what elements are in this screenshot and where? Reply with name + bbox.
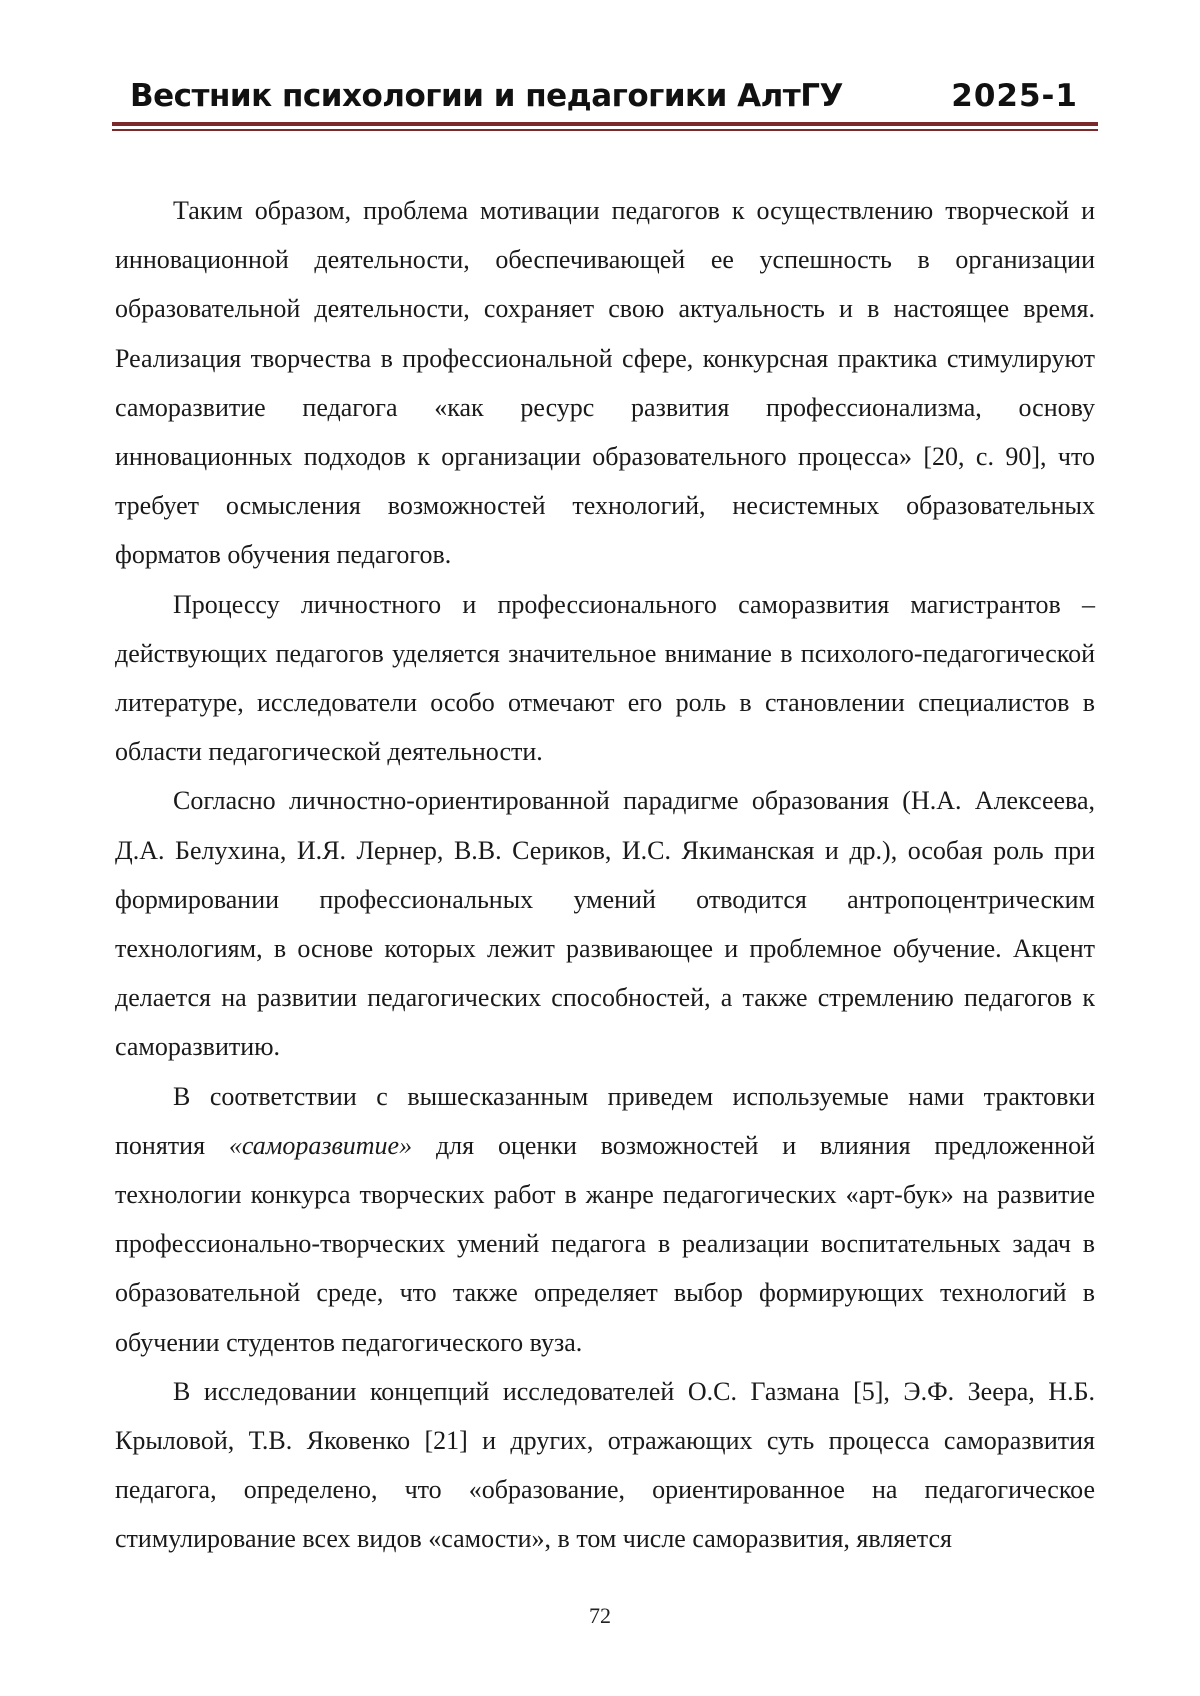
paragraph-4 xyxy=(115,1072,1095,1367)
paragraph-5: В исследовании концепций исследователей О.С. Газмана [5], Э.Ф. Зеера, Н.Б. Крыловой, Т.В. Яковенко [21] и других, отражающих суть процесса саморазвития педагога, определено, что «образование, ориентированное на педагогическое стимулирование всех видов «самости», в том числе саморазвития, является xyxy=(115,1376,1095,1554)
running-header xyxy=(112,72,1098,126)
term-self-development: «саморазвитие» xyxy=(228,1130,413,1160)
journal-title: Вестник психологии и педагогики АлтГУ xyxy=(130,78,843,114)
header-divider-thin xyxy=(112,129,1098,131)
paragraph-1: Таким образом, проблема мотивации педагогов к осуществлению творческой и инновационной деятельности, обеспечивающей ее успешность в организации образовательной деятельности, сохраняет свою актуальность и в настоящее время. Реализация творчества в профессиональной сфере, конкурсная практика стимулируют саморазвитие педагога «как ресурс развития профессионализма, основу инновационных подходов к организации образовательного процесса» [20, с. 90], что требует осмысления возможностей технологий, несистемных образовательных форматов обучения педагогов. xyxy=(115,196,1095,570)
paragraph-3: Согласно личностно-ориентированной парадигме образования (Н.А. Алексеева, Д.А. Белухина, И.Я. Лернер, В.В. Сериков, И.С. Якиманская и др.), особая роль при формировании профессиональных умений отводится антропоцентрическим технологиям, в основе которых лежит развивающее и проблемное обучение. Акцент делается на развитии педагогических способностей, а также стремлению педагогов к саморазвитию. xyxy=(115,786,1095,1062)
paragraph-4-text-before: В соответствии с вышесказанным приведем используемые нами трактовки понятия xyxy=(115,1081,1095,1160)
paragraph-2: Процессу личностного и профессионального саморазвития магистрантов – действующих педагогов уделяется значительное внимание в психолого-педагогической литературе, исследователи особо отмечают его роль в становлении специалистов в области педагогической деятельности. xyxy=(115,589,1095,767)
page-number: 72 xyxy=(589,1603,611,1628)
issue-number: 2025-1 xyxy=(951,78,1078,114)
article-body xyxy=(115,186,1095,1564)
header-divider-thick xyxy=(112,122,1098,126)
header-divider xyxy=(112,122,1098,132)
paragraph-4-text-after: для оценки возможностей и влияния предложенной технологии конкурса творческих работ в жанре педагогических «арт-бук» на развитие профессионально-творческих умений педагога в реализации воспитательных задач в образовательной среде, что также определяет выбор формирующих технологий в обучении студентов педагогического вуза. xyxy=(115,1130,1095,1357)
